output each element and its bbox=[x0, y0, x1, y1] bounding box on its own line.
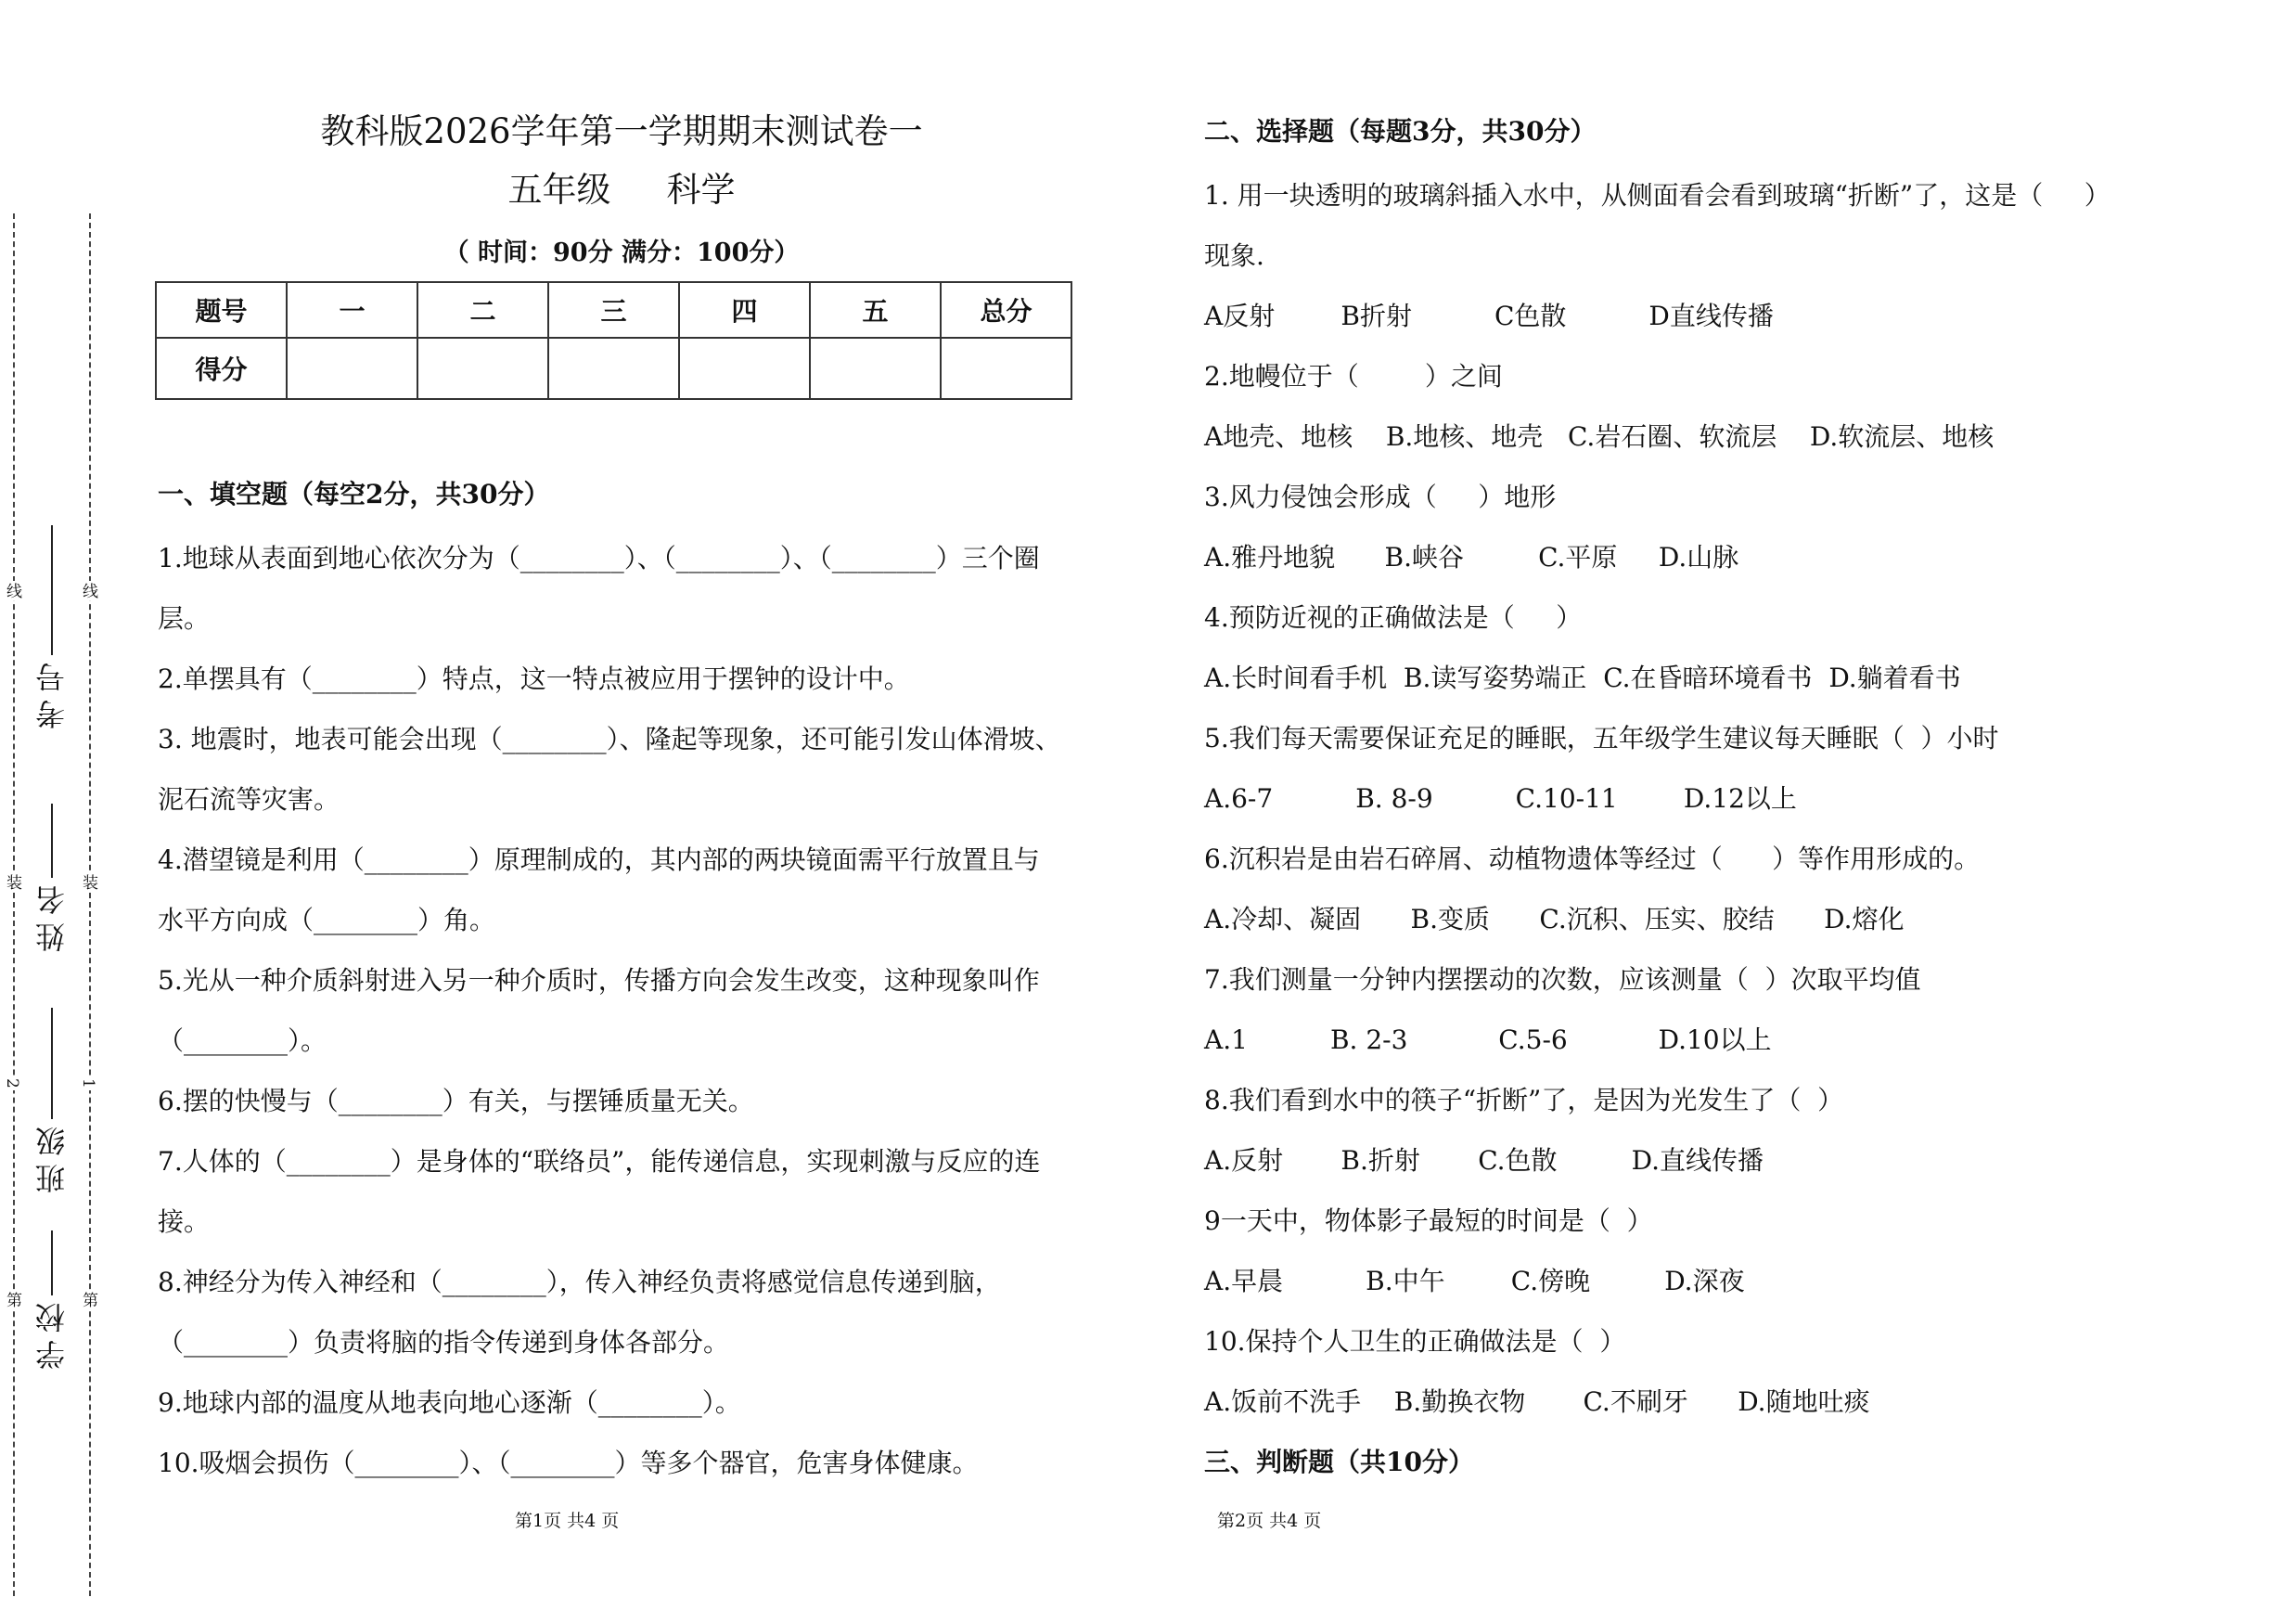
score-input-cell[interactable] bbox=[810, 338, 941, 399]
score-input-cell[interactable] bbox=[417, 338, 548, 399]
time-and-score-line: （ 时间：90分 满分：100分） bbox=[443, 238, 800, 268]
choice-line: 2.地幔位于（ ）之间 bbox=[1204, 361, 1503, 392]
grade-label: 五年级 bbox=[507, 170, 611, 211]
question-line: 层。 bbox=[158, 603, 211, 635]
school-label: 学校 bbox=[34, 1295, 70, 1370]
binding-mark-line-inner: 线 bbox=[79, 583, 97, 599]
choice-line: A.反射 B.折射 C.色散 D.直线传播 bbox=[1204, 1145, 1764, 1176]
question-line: （________）。 bbox=[158, 1025, 327, 1057]
choice-line: A.早晨 B.中午 C.傍晚 D.深夜 bbox=[1204, 1266, 1745, 1296]
choice-line: A.长时间看手机 B.读写姿势端正 C.在昏暗环境看书 D.躺着看书 bbox=[1204, 663, 1961, 693]
exam-number-label: 考号 bbox=[34, 655, 70, 729]
right-page bbox=[1204, 0, 2271, 1492]
choice-line: A反射 B折射 C色散 D直线传播 bbox=[1204, 301, 1774, 331]
question-line: 接。 bbox=[158, 1206, 211, 1238]
score-cell: 得分 bbox=[156, 338, 287, 399]
question-line: 8.神经分为传入神经和（________），传入神经负责将感觉信息传递到脑， bbox=[158, 1267, 1001, 1298]
score-cell: 总分 bbox=[941, 282, 1071, 338]
question-line: 7.人体的（________）是身体的“联络员”，能传递信息，实现刺激与反应的连 bbox=[158, 1146, 1041, 1178]
choice-line: 1. 用一块透明的玻璃斜插入水中，从侧面看会看到玻璃“折断”了，这是（ ） bbox=[1204, 180, 2110, 211]
question-line: 3. 地震时，地表可能会出现（________）、隆起等现象，还可能引发山体滑坡、 bbox=[158, 724, 1061, 755]
exam-number-field[interactable] bbox=[24, 520, 80, 729]
question-line: 泥石流等灾害。 bbox=[158, 784, 340, 816]
class-label: 班级 bbox=[34, 1119, 70, 1193]
question-line: 4.潜望镜是利用（________）原理制成的，其内部的两块镜面需平行放置且与 bbox=[158, 844, 1040, 876]
score-cell: 五 bbox=[810, 282, 941, 338]
choice-line: 5.我们每天需要保证充足的睡眠，五年级学生建议每天睡眠（ ）小时 bbox=[1204, 723, 1999, 754]
section-3-heading: 三、判断题（共10分） bbox=[1204, 1447, 1474, 1477]
score-table bbox=[155, 281, 1072, 400]
binding-mark-di-inner: 第 bbox=[79, 1292, 97, 1307]
score-input-cell[interactable] bbox=[941, 338, 1071, 399]
binding-mark-di: 第 bbox=[3, 1292, 21, 1307]
section-1-heading: 一、填空题（每空2分，共30分） bbox=[158, 479, 550, 510]
score-input-cell[interactable] bbox=[679, 338, 810, 399]
binding-dashed-line-outer bbox=[13, 213, 15, 1596]
score-cell: 题号 bbox=[156, 282, 287, 338]
class-field[interactable] bbox=[24, 1002, 80, 1193]
choice-line: 9一天中，物体影子最短的时间是（ ） bbox=[1204, 1205, 1653, 1236]
score-table-header-row bbox=[156, 282, 1071, 338]
question-line: 2.单摆具有（________）特点，这一特点被应用于摆钟的设计中。 bbox=[158, 663, 910, 695]
exam-title: 教科版2026学年第一学期期末测试卷一 bbox=[320, 111, 923, 151]
binding-mark-zhuang-inner: 装 bbox=[79, 874, 97, 890]
choice-line: 3.风力侵蚀会形成（ ）地形 bbox=[1204, 482, 1557, 512]
subject-label: 科学 bbox=[666, 170, 736, 211]
binding-mark-line: 线 bbox=[3, 583, 21, 599]
question-line: 5.光从一种介质斜射进入另一种介质时，传播方向会发生改变，这种现象叫作 bbox=[158, 965, 1040, 997]
score-cell: 二 bbox=[417, 282, 548, 338]
page-footer-left: 第1页 共4 页 bbox=[515, 1511, 620, 1531]
exam-number-line bbox=[51, 525, 53, 655]
score-table-score-row bbox=[156, 338, 1071, 399]
choice-line: A地壳、地核 B.地核、地壳 C.岩石圈、软流层 D.软流层、地核 bbox=[1204, 421, 1995, 452]
student-name-line bbox=[51, 804, 53, 878]
choice-line: A.冷却、凝固 B.变质 C.沉积、压实、胶结 D.熔化 bbox=[1204, 904, 1905, 934]
choice-line: 现象. bbox=[1204, 240, 1264, 271]
student-name-label: 姓名 bbox=[34, 878, 70, 952]
section-2-heading: 二、选择题（每题3分，共30分） bbox=[1204, 116, 1597, 147]
class-line bbox=[51, 1008, 53, 1119]
page-footer-right: 第2页 共4 页 bbox=[1217, 1511, 1322, 1531]
score-cell: 四 bbox=[679, 282, 810, 338]
choice-line: A.雅丹地貌 B.峡谷 C.平原 D.山脉 bbox=[1204, 542, 1739, 573]
choice-line: 7.我们测量一分钟内摆摆动的次数，应该测量（ ）次取平均值 bbox=[1204, 964, 1921, 995]
left-page bbox=[158, 0, 1122, 1493]
question-line: 10.吸烟会损伤（________）、（________）等多个器官，危害身体健康。 bbox=[158, 1448, 979, 1479]
exam-subtitle bbox=[158, 161, 1085, 212]
question-line: 6.摆的快慢与（________）有关，与摆锤质量无关。 bbox=[158, 1086, 754, 1117]
score-cell: 三 bbox=[548, 282, 679, 338]
choice-line: A.6-7 B. 8-9 C.10-11 D.12以上 bbox=[1204, 783, 1797, 814]
binding-dashed-line-inner bbox=[89, 213, 91, 1596]
binding-mark-hint-inner: 1 bbox=[79, 1078, 97, 1088]
question-line: 9.地球内部的温度从地表向地心逐渐（________）。 bbox=[158, 1387, 741, 1419]
school-line bbox=[51, 1230, 53, 1295]
choice-line: A.饭前不洗手 B.勤换衣物 C.不刷牙 D.随地吐痰 bbox=[1204, 1386, 1870, 1417]
school-field[interactable] bbox=[24, 1225, 80, 1370]
choice-line: 4.预防近视的正确做法是（ ） bbox=[1204, 602, 1583, 633]
score-input-cell[interactable] bbox=[287, 338, 417, 399]
binding-mark-zhuang: 装 bbox=[3, 874, 21, 890]
binding-mark-hint: 2 bbox=[3, 1078, 21, 1088]
choice-line: A.1 B. 2-3 C.5-6 D.10以上 bbox=[1204, 1024, 1772, 1055]
student-name-field[interactable] bbox=[24, 798, 80, 952]
question-line: 水平方向成（________）角。 bbox=[158, 905, 496, 936]
choice-line: 10.保持个人卫生的正确做法是（ ） bbox=[1204, 1326, 1626, 1357]
question-line: 1.地球从表面到地心依次分为（________）、（________）、（________）三个圈 bbox=[158, 543, 1040, 574]
choice-line: 8.我们看到水中的筷子“折断”了，是因为光发生了（ ） bbox=[1204, 1085, 1844, 1115]
score-cell: 一 bbox=[287, 282, 417, 338]
question-line: （________）负责将脑的指令传递到身体各部分。 bbox=[158, 1327, 730, 1359]
score-input-cell[interactable] bbox=[548, 338, 679, 399]
choice-line: 6.沉积岩是由岩石碎屑、动植物遗体等经过（ ）等作用形成的。 bbox=[1204, 844, 1981, 874]
binding-strip bbox=[0, 0, 130, 1623]
